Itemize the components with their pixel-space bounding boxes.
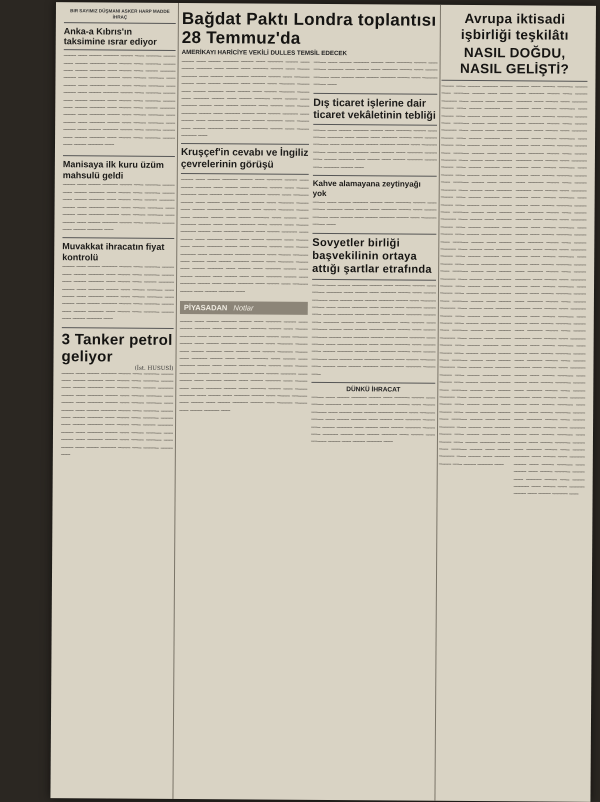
subhead-bagdat: AMERİKAYI HARİCİYE VEKİLİ DULLES TEMSİL EDECEK bbox=[181, 48, 348, 58]
article-body: ──── ─── ──── ───── ──── ─── ───── ──── ─── ──── ───── ─── ──── ─── ───── ──── ─── ──── ───── ─── ──── ─── ──── ───── ──── ─── ───── ──── ─── ──── ───── ─── ──── ─── ───── ──── ─── ──── ───── ─── ──── ─── ──── ───── ──── ─── ───── ──── ─── ──── ───── ─── ──── ─── ───── ──── ─── ──── ───── ─── ──── ─── ──── ───── ──── ─── ───── ──── ─── ──── ───── ─── ──── ─── ───── ──── ─── ──── ───── ─── ──── ─── ──── ───── ──── ─── ───── ──── ─── ──── ───── ─── ──── ─── ───── ──── ─── ──── ───── ─── bbox=[62, 53, 176, 149]
tanker-byline: (İst. HUSUSİ) bbox=[134, 365, 174, 372]
headline-sovyet: Sovyetler birliği başvekilinin ortaya attığı şartlar etrafında bbox=[312, 236, 432, 276]
section-dunku: DÜNKÜ İHRACAT bbox=[346, 386, 401, 394]
headline-manisa: Manisaya ilk kuru üzüm mahsulü geldi bbox=[62, 159, 164, 181]
article-body: ──── ─── ──── ───── ──── ─── ───── ──── ─── ──── ───── ─── ──── ─── ───── ──── ─── ──── ───── ─── ──── ─── ──── ───── ──── ─── ───── ──── ─── ──── ───── ─── ──── ─── ───── ──── ─── ──── ───── ─── ──── ─── ──── ───── ──── ─── ───── ──── ─── ──── ───── ─── ──── ─── ───── ──── ─── ──── ───── ─── ──── ─── ──── ───── ──── ─── ───── ──── ─── ──── ───── ─── ──── ─── ───── ──── ─── ──── ───── ─── ──── ─── ──── ───── ──── ─── ───── ──── ─── ──── ───── ─── bbox=[181, 58, 310, 140]
article-body: ──── ─── ──── ───── ──── ─── ───── ──── ─── ──── ───── ─── ──── ─── ───── ──── ─── ──── ───── ─── ──── ─── ──── ───── ──── ─── ───── ──── ─── ──── ───── ─── ──── ─── ───── ──── ─── ──── ───── ─── ──── ─── ──── ───── ──── ─── ───── ──── ─── ──── ───── ─── ──── ─── ───── ──── ─── ──── ───── ─── ──── ─── ──── ───── ──── ─── ───── ──── ─── ──── ───── ─── ──── ─── ───── ──── ─── ──── ───── ─── ──── ─── ──── ───── ──── ─── ───── ──── ─── bbox=[60, 370, 174, 459]
headline-ankara: Anka-a Kıbrıs'ın taksimine ısrar ediyor bbox=[63, 26, 157, 48]
headline-muvakkat: Muvakkat ihracatın fiyat kontrolü bbox=[62, 241, 165, 263]
left-column bbox=[58, 8, 175, 795]
article-body: ──── ─── ──── ───── ──── ─── ───── ──── ─── ──── ───── ─── ──── ─── ───── ──── ─── ──── ───── ─── ──── ─── ──── ───── ──── ─── ───── ──── ─── ──── ───── ─── ──── ─── ───── ──── ─── ──── ───── ─── ──── ─── ──── ───── ──── ─── ───── ──── ─── ──── ───── ─── ──── ─── ───── ──── ─── ──── ───── ─── bbox=[61, 264, 175, 323]
bagdat-article bbox=[182, 9, 438, 58]
newspaper-page bbox=[50, 2, 596, 802]
piyasadan-sub: Notlar bbox=[233, 303, 254, 313]
headline-dis-ticaret: Dış ticaret işlerine dair ticaret vekâletinin tebliği bbox=[313, 96, 436, 122]
top-label: BIR SAYIMIZ DÜŞMANI ASKER HARP MADDE İHRAÇ bbox=[70, 8, 170, 20]
headline-kruscef: Kruşçef'in cevabı ve İngiliz çevrelerinin görüşü bbox=[180, 147, 309, 171]
piyasadan-title: PİYASADAN bbox=[183, 302, 228, 313]
headline-tanker: 3 Tanker petrol geliyor bbox=[61, 330, 173, 366]
article-body: ──── ─── ──── ───── ──── ─── ───── ──── ─── ──── ───── ─── ──── ─── ───── ──── ─── ──── ───── ─── ──── ─── ──── ───── ──── ─── ───── ──── ─── ──── ───── ─── ──── ─── ───── ──── ─── ──── ───── ─── ──── ─── ──── ───── ──── ─── ───── ──── ─── ──── ───── ─── ──── ─── ───── ──── ─── ──── ───── ─── ──── ─── ──── ───── ──── ─── ───── ──── ─── ──── ───── ─── ──── ─── ───── ──── ─── ──── ───── ─── ──── ─── ──── ───── ──── ─── ───── ──── ─── ──── ───── ─── ──── ─── ───── ──── ─── ──── ───── ─── ──── ─── ──── ───── ──── ─── ───── ──── ─── ──── ───── ─── ──── ─── ───── ──── ─── ──── ───── ─── ──── ─── ──── ───── ──── ─── ───── ──── ─── ──── ───── ─── ──── ─── ───── ──── ─── ──── ───── ─── ──── ─── ──── ───── ──── ─── ───── ──── ─── ──── ───── ─── ──── ─── ───── ──── ─── ──── ───── ─── ──── ─── ──── ───── ──── ─── ───── ──── ─── ──── ───── ─── ──── ─── ───── ──── ─── ──── ───── ─── ──── ─── ──── ───── ──── ─── ───── ──── ─── ──── ───── ─── ──── ─── ───── ──── ─── ──── ───── ─── ──── ─── ──── ───── ──── ─── ───── ──── ─── ──── ───── ─── ──── ─── ───── ──── ─── ──── ───── ─── ──── ─── ──── ───── ──── ─── ───── ──── ─── ──── ───── ─── ──── ─── ───── ──── ─── ──── ───── ─── ──── ─── ──── ───── ──── ─── ───── ──── ─── ──── ───── ─── ──── ─── ───── ──── ─── ──── ───── ─── bbox=[438, 83, 513, 468]
headline-avrupa: Avrupa iktisadi işbirliği teşkilâtı bbox=[460, 10, 569, 43]
headline-nasil: NASIL DOĞDU, NASIL GELİŞTİ? bbox=[460, 44, 570, 77]
piyasadan-box bbox=[180, 301, 308, 315]
article-body: ──── ─── ──── ───── ──── ─── ───── ──── ─── ──── ───── ─── ──── ─── ───── ──── ─── ──── ───── ─── ──── ─── ──── ───── ──── ─── ───── ──── ─── bbox=[312, 199, 437, 229]
article-body: ──── ─── ──── ───── ──── ─── ───── ──── ─── ──── ───── ─── ──── ─── ───── ──── ─── ──── ───── ─── ──── ─── ──── ───── ──── ─── ───── ──── ─── ──── ───── ─── ──── ─── ───── ──── ─── ──── ───── ─── ──── ─── ──── ───── ──── ─── ───── ──── ─── ──── ───── ─── bbox=[62, 182, 175, 234]
headline-bagdat: Bağdat Paktı Londra toplantısı 28 Temmuz'da bbox=[181, 8, 437, 48]
headline-kahve: Kahve alamayana zeytinyağı yok bbox=[312, 178, 421, 198]
article-body: ──── ─── ──── ───── ──── ─── ───── ──── ─── ──── ───── ─── ──── ─── ───── ──── ─── ──── ───── ─── ──── ─── ──── ───── ──── ─── ───── ──── ─── ──── ───── ─── ──── ─── ───── ──── ─── ──── ───── ─── ──── ─── ──── ───── ──── ─── ───── ──── ─── ──── ───── ─── ──── ─── ───── ──── ─── ──── ───── ─── ──── ─── ──── ───── ──── ─── ───── ──── ─── ──── ───── ─── ──── ─── ───── ──── ─── ──── ───── ─── ──── ─── ──── ───── ──── ─── ───── ──── ─── ──── ───── ─── ──── ─── ───── ──── ─── ──── ───── ─── ──── ─── ──── ───── ──── ─── ───── ──── ─── ──── ───── ─── ──── ─── ───── ──── ─── ──── ───── ─── ──── ─── ──── ───── ──── ─── ───── ──── ─── ──── ───── ─── ──── ─── ───── ──── ─── ──── ───── ─── bbox=[179, 177, 309, 296]
article-body: ──── ─── ──── ───── ──── ─── ───── ──── ─── ──── ───── ─── ──── ─── ───── ──── ─── ──── ───── ─── ──── ─── ──── ───── ──── ─── ───── ──── ─── ──── ───── ─── ──── ─── ───── ──── ─── ──── ───── ─── ──── ─── ──── ───── ──── ─── ───── ──── ─── bbox=[312, 127, 438, 171]
article-body: ──── ─── ──── ───── ──── ─── ───── ──── ─── ──── ───── ─── ──── ─── ───── ──── ─── ──── ───── ─── ──── ─── ──── ───── ──── ─── ───── ──── ─── ──── ───── ─── ──── ─── ───── ──── ─── ──── ───── ─── ──── ─── ──── ───── ──── ─── ───── ──── ─── ──── ───── ─── ──── ─── ───── ──── ─── ──── ───── ─── bbox=[310, 394, 436, 446]
right-column bbox=[436, 11, 587, 798]
center-left-column bbox=[176, 59, 309, 796]
article-body: ──── ─── ──── ───── ──── ─── ───── ──── ─── ──── ───── ─── ──── ─── ───── ──── ─── ──── ───── ─── ──── ─── ──── ───── ──── ─── ───── ──── ─── ──── ───── ─── ──── ─── ───── ──── ─── ──── ───── ─── ──── ─── ──── ───── ──── ─── ───── ──── ─── ──── ───── ─── ──── ─── ───── ──── ─── ──── ───── ─── ──── ─── ──── ───── ──── ─── ───── ──── ─── ──── ───── ─── ──── ─── ───── ──── ─── ──── ───── ─── ──── ─── ──── ───── ──── ─── ───── ──── ─── ──── ───── ─── ──── ─── ───── ──── ─── ──── ───── ─── ──── ─── ──── ───── ──── ─── ───── ──── ─── bbox=[311, 282, 437, 378]
article-body: ──── ─── ──── ───── ──── ─── ───── ──── ─── ──── ───── ─── ──── ─── ───── ──── ─── ──── ───── ─── ──── ─── ──── ───── ──── ─── ───── ──── ─── bbox=[313, 59, 438, 89]
center-right-column bbox=[308, 60, 437, 797]
article-body: ──── ─── ──── ───── ──── ─── ───── ──── ─── ──── ───── ─── ──── ─── ───── ──── ─── ──── ───── ─── ──── ─── ──── ───── ──── ─── ───── ──── ─── ──── ───── ─── ──── ─── ───── ──── ─── ──── ───── ─── ──── ─── ──── ───── ──── ─── ───── ──── ─── ──── ───── ─── ──── ─── ───── ──── ─── ──── ───── ─── ──── ─── ──── ───── ──── ─── ───── ──── ─── ──── ───── ─── ──── ─── ───── ──── ─── ──── ───── ─── ──── ─── ──── ───── ──── ─── ───── ──── ─── ──── ───── ─── ──── ─── ───── ──── ─── ──── ───── ─── ──── ─── ──── ───── ──── ─── ───── ──── ─── ──── ───── ─── ──── ─── ───── ──── ─── ──── ───── ─── ──── ─── ──── ───── ──── ─── ───── ──── ─── ──── ───── ─── ──── ─── ───── ──── ─── ──── ───── ─── ──── ─── ──── ───── ──── ─── ───── ──── ─── ──── ───── ─── ──── ─── ───── ──── ─── ──── ───── ─── ──── ─── ──── ───── ──── ─── ───── ──── ─── ──── ───── ─── ──── ─── ───── ──── ─── ──── ───── ─── ──── ─── ──── ───── ──── ─── ───── ──── ─── ──── ───── ─── ──── ─── ───── ──── ─── ──── ───── ─── ──── ─── ──── ───── ──── ─── ───── ──── ─── ──── ───── ─── ──── ─── ───── ──── ─── ──── ───── ─── ──── ─── ──── ───── ──── ─── ───── ──── ─── ──── ───── ─── ──── ─── ───── ──── ─── ──── ───── ─── ──── ─── ──── ───── ──── ─── ───── ──── ─── ──── ───── ─── ──── ─── ───── ──── ─── ──── ───── ─── ──── ─── ──── ───── ──── ─── ───── ──── ─── ──── ───── ─── ──── ─── ───── ──── ─── ──── ───── ─── bbox=[513, 84, 588, 499]
article-body: ──── ─── ──── ───── ──── ─── ───── ──── ─── ──── ───── ─── ──── ─── ───── ──── ─── ──── ───── ─── ──── ─── ──── ───── ──── ─── ───── ──── ─── ──── ───── ─── ──── ─── ───── ──── ─── ──── ───── ─── ──── ─── ──── ───── ──── ─── ───── ──── ─── ──── ───── ─── ──── ─── ───── ──── ─── ──── ───── ─── ──── ─── ──── ───── ──── ─── ───── ──── ─── ──── ───── ─── ──── ─── ───── ──── ─── ──── ───── ─── ──── ─── ──── ───── ──── ─── ───── ──── ─── ──── ───── ─── ──── ─── ───── ──── ─── ──── ───── ─── ──── ─── ──── ───── ──── ─── ───── ──── ─── ──── ───── ─── bbox=[179, 318, 308, 415]
